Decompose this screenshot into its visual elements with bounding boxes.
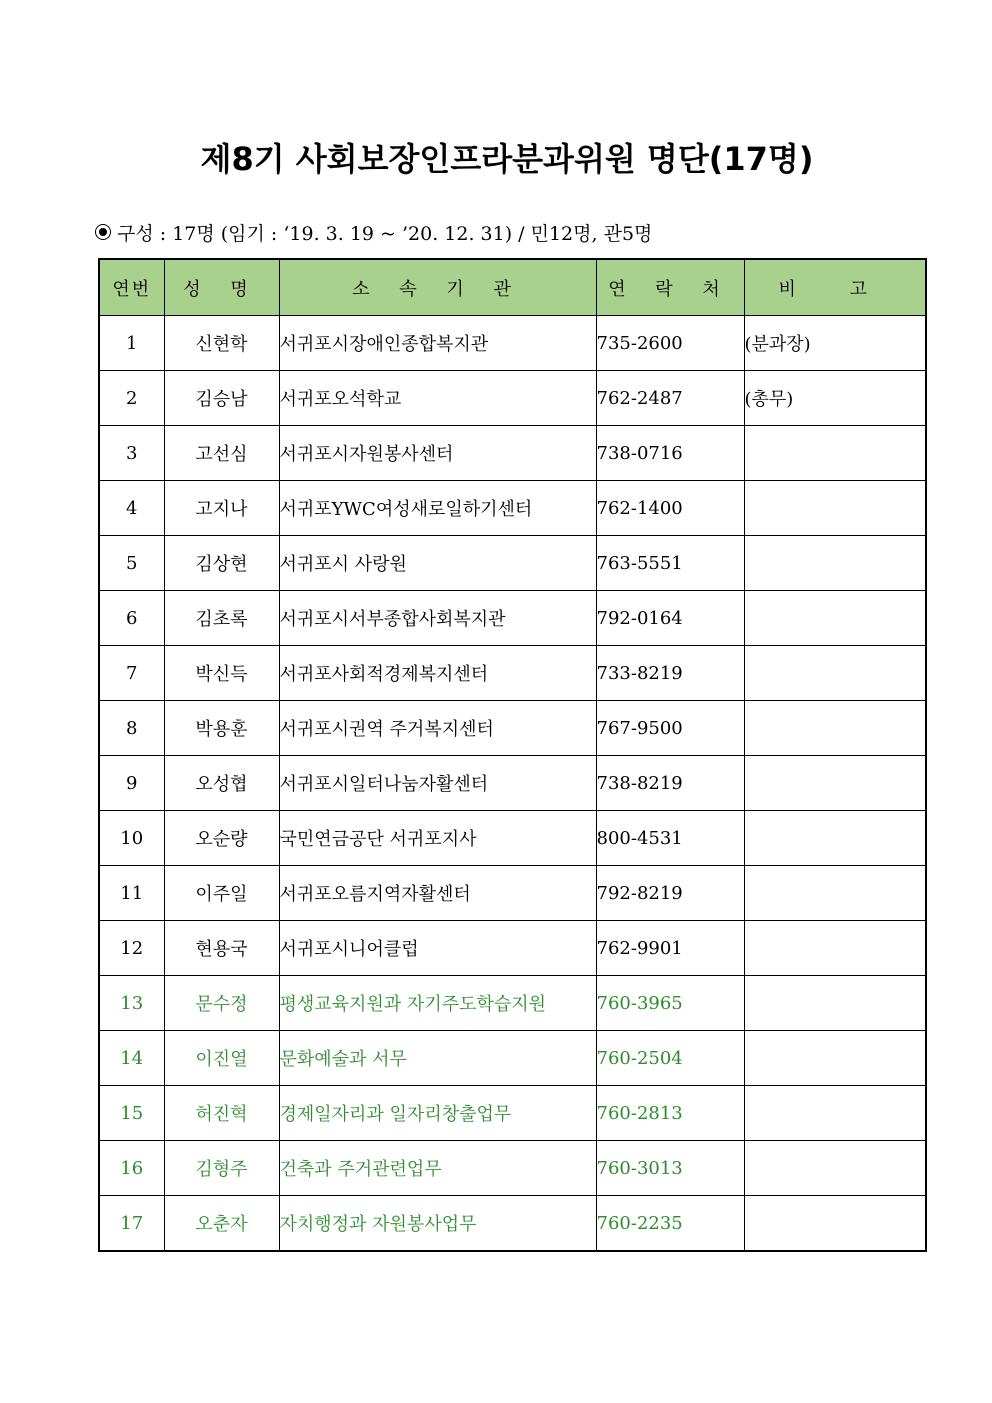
row-tel: 733-8219 bbox=[596, 646, 744, 701]
table-row bbox=[99, 426, 926, 481]
row-name: 허진혁 bbox=[164, 1086, 279, 1141]
row-name: 김상현 bbox=[164, 536, 279, 591]
row-org: 서귀포YWC여성새로일하기센터 bbox=[279, 481, 596, 536]
row-name: 문수정 bbox=[164, 976, 279, 1031]
row-org: 자치행정과 자원봉사업무 bbox=[279, 1196, 596, 1252]
row-no: 5 bbox=[99, 536, 164, 591]
row-tel: 760-2504 bbox=[596, 1031, 744, 1086]
row-tel: 763-5551 bbox=[596, 536, 744, 591]
row-tel: 760-2813 bbox=[596, 1086, 744, 1141]
row-org: 서귀포시장애인종합복지관 bbox=[279, 316, 596, 371]
row-name: 오춘자 bbox=[164, 1196, 279, 1252]
composition-summary bbox=[95, 219, 652, 245]
row-note: (총무) bbox=[744, 371, 926, 426]
row-org: 서귀포시권역 주거복지센터 bbox=[279, 701, 596, 756]
row-org: 서귀포오석학교 bbox=[279, 371, 596, 426]
row-name: 고지나 bbox=[164, 481, 279, 536]
row-no: 10 bbox=[99, 811, 164, 866]
row-tel: 767-9500 bbox=[596, 701, 744, 756]
row-org: 서귀포시니어클럽 bbox=[279, 921, 596, 976]
row-note bbox=[744, 1086, 926, 1141]
row-org: 문화예술과 서무 bbox=[279, 1031, 596, 1086]
row-name: 김승남 bbox=[164, 371, 279, 426]
row-note bbox=[744, 976, 926, 1031]
row-name: 박용훈 bbox=[164, 701, 279, 756]
row-no: 11 bbox=[99, 866, 164, 921]
row-note: (분과장) bbox=[744, 316, 926, 371]
table-row bbox=[99, 371, 926, 426]
row-org: 경제일자리과 일자리창출업무 bbox=[279, 1086, 596, 1141]
row-name: 오순량 bbox=[164, 811, 279, 866]
row-tel: 760-2235 bbox=[596, 1196, 744, 1252]
row-note bbox=[744, 426, 926, 481]
header-note: 비 고 bbox=[744, 259, 926, 316]
row-no: 13 bbox=[99, 976, 164, 1031]
table-row bbox=[99, 316, 926, 371]
row-note bbox=[744, 701, 926, 756]
row-note bbox=[744, 921, 926, 976]
row-no: 2 bbox=[99, 371, 164, 426]
header-no: 연번 bbox=[99, 259, 164, 316]
row-name: 이주일 bbox=[164, 866, 279, 921]
row-tel: 738-8219 bbox=[596, 756, 744, 811]
row-note bbox=[744, 866, 926, 921]
table-row bbox=[99, 536, 926, 591]
row-org: 평생교육지원과 자기주도학습지원 bbox=[279, 976, 596, 1031]
row-note bbox=[744, 591, 926, 646]
table-row bbox=[99, 1141, 926, 1196]
table-header-row bbox=[99, 259, 926, 316]
composition-text: 구성 : 17명 (임기 : ‘19. 3. 19 ~ ’20. 12. 31) / 민12명, 관5명 bbox=[117, 222, 653, 245]
row-no: 1 bbox=[99, 316, 164, 371]
table-row bbox=[99, 866, 926, 921]
row-no: 3 bbox=[99, 426, 164, 481]
row-org: 국민연금공단 서귀포지사 bbox=[279, 811, 596, 866]
table-row bbox=[99, 976, 926, 1031]
row-tel: 738-0716 bbox=[596, 426, 744, 481]
row-note bbox=[744, 1196, 926, 1252]
table-row bbox=[99, 591, 926, 646]
row-name: 오성협 bbox=[164, 756, 279, 811]
row-name: 박신득 bbox=[164, 646, 279, 701]
row-org: 서귀포시 사랑원 bbox=[279, 536, 596, 591]
row-no: 16 bbox=[99, 1141, 164, 1196]
table-row bbox=[99, 481, 926, 536]
table-row bbox=[99, 921, 926, 976]
row-note bbox=[744, 481, 926, 536]
row-name: 김초록 bbox=[164, 591, 279, 646]
row-tel: 762-1400 bbox=[596, 481, 744, 536]
row-no: 9 bbox=[99, 756, 164, 811]
row-org: 서귀포시일터나눔자활센터 bbox=[279, 756, 596, 811]
row-tel: 792-8219 bbox=[596, 866, 744, 921]
row-tel: 762-2487 bbox=[596, 371, 744, 426]
row-note bbox=[744, 811, 926, 866]
table-row bbox=[99, 756, 926, 811]
table-body bbox=[99, 316, 926, 1252]
row-name: 신현학 bbox=[164, 316, 279, 371]
row-tel: 792-0164 bbox=[596, 591, 744, 646]
row-tel: 760-3013 bbox=[596, 1141, 744, 1196]
row-name: 김형주 bbox=[164, 1141, 279, 1196]
row-note bbox=[744, 1031, 926, 1086]
row-note bbox=[744, 536, 926, 591]
header-name: 성 명 bbox=[164, 259, 279, 316]
page-title: 제8기 사회보장인프라분과위원 명단(17명) bbox=[200, 140, 814, 178]
table-row bbox=[99, 1086, 926, 1141]
row-no: 15 bbox=[99, 1086, 164, 1141]
row-org: 건축과 주거관련업무 bbox=[279, 1141, 596, 1196]
header-tel: 연 락 처 bbox=[596, 259, 744, 316]
row-org: 서귀포시서부종합사회복지관 bbox=[279, 591, 596, 646]
row-tel: 760-3965 bbox=[596, 976, 744, 1031]
table-row bbox=[99, 701, 926, 756]
table-row bbox=[99, 646, 926, 701]
row-org: 서귀포사회적경제복지센터 bbox=[279, 646, 596, 701]
row-no: 8 bbox=[99, 701, 164, 756]
row-org: 서귀포시자원봉사센터 bbox=[279, 426, 596, 481]
table-row bbox=[99, 811, 926, 866]
header-org: 소 속 기 관 bbox=[279, 259, 596, 316]
row-no: 4 bbox=[99, 481, 164, 536]
row-no: 12 bbox=[99, 921, 164, 976]
table-row bbox=[99, 1031, 926, 1086]
row-note bbox=[744, 756, 926, 811]
row-tel: 735-2600 bbox=[596, 316, 744, 371]
table-row bbox=[99, 1196, 926, 1252]
row-note bbox=[744, 1141, 926, 1196]
row-note bbox=[744, 646, 926, 701]
row-name: 고선심 bbox=[164, 426, 279, 481]
row-org: 서귀포오름지역자활센터 bbox=[279, 866, 596, 921]
row-no: 6 bbox=[99, 591, 164, 646]
row-no: 17 bbox=[99, 1196, 164, 1252]
row-name: 현용국 bbox=[164, 921, 279, 976]
row-no: 7 bbox=[99, 646, 164, 701]
member-roster-table bbox=[98, 258, 927, 1252]
row-tel: 800-4531 bbox=[596, 811, 744, 866]
circled-dot-icon bbox=[95, 224, 111, 240]
row-name: 이진열 bbox=[164, 1031, 279, 1086]
row-no: 14 bbox=[99, 1031, 164, 1086]
row-tel: 762-9901 bbox=[596, 921, 744, 976]
